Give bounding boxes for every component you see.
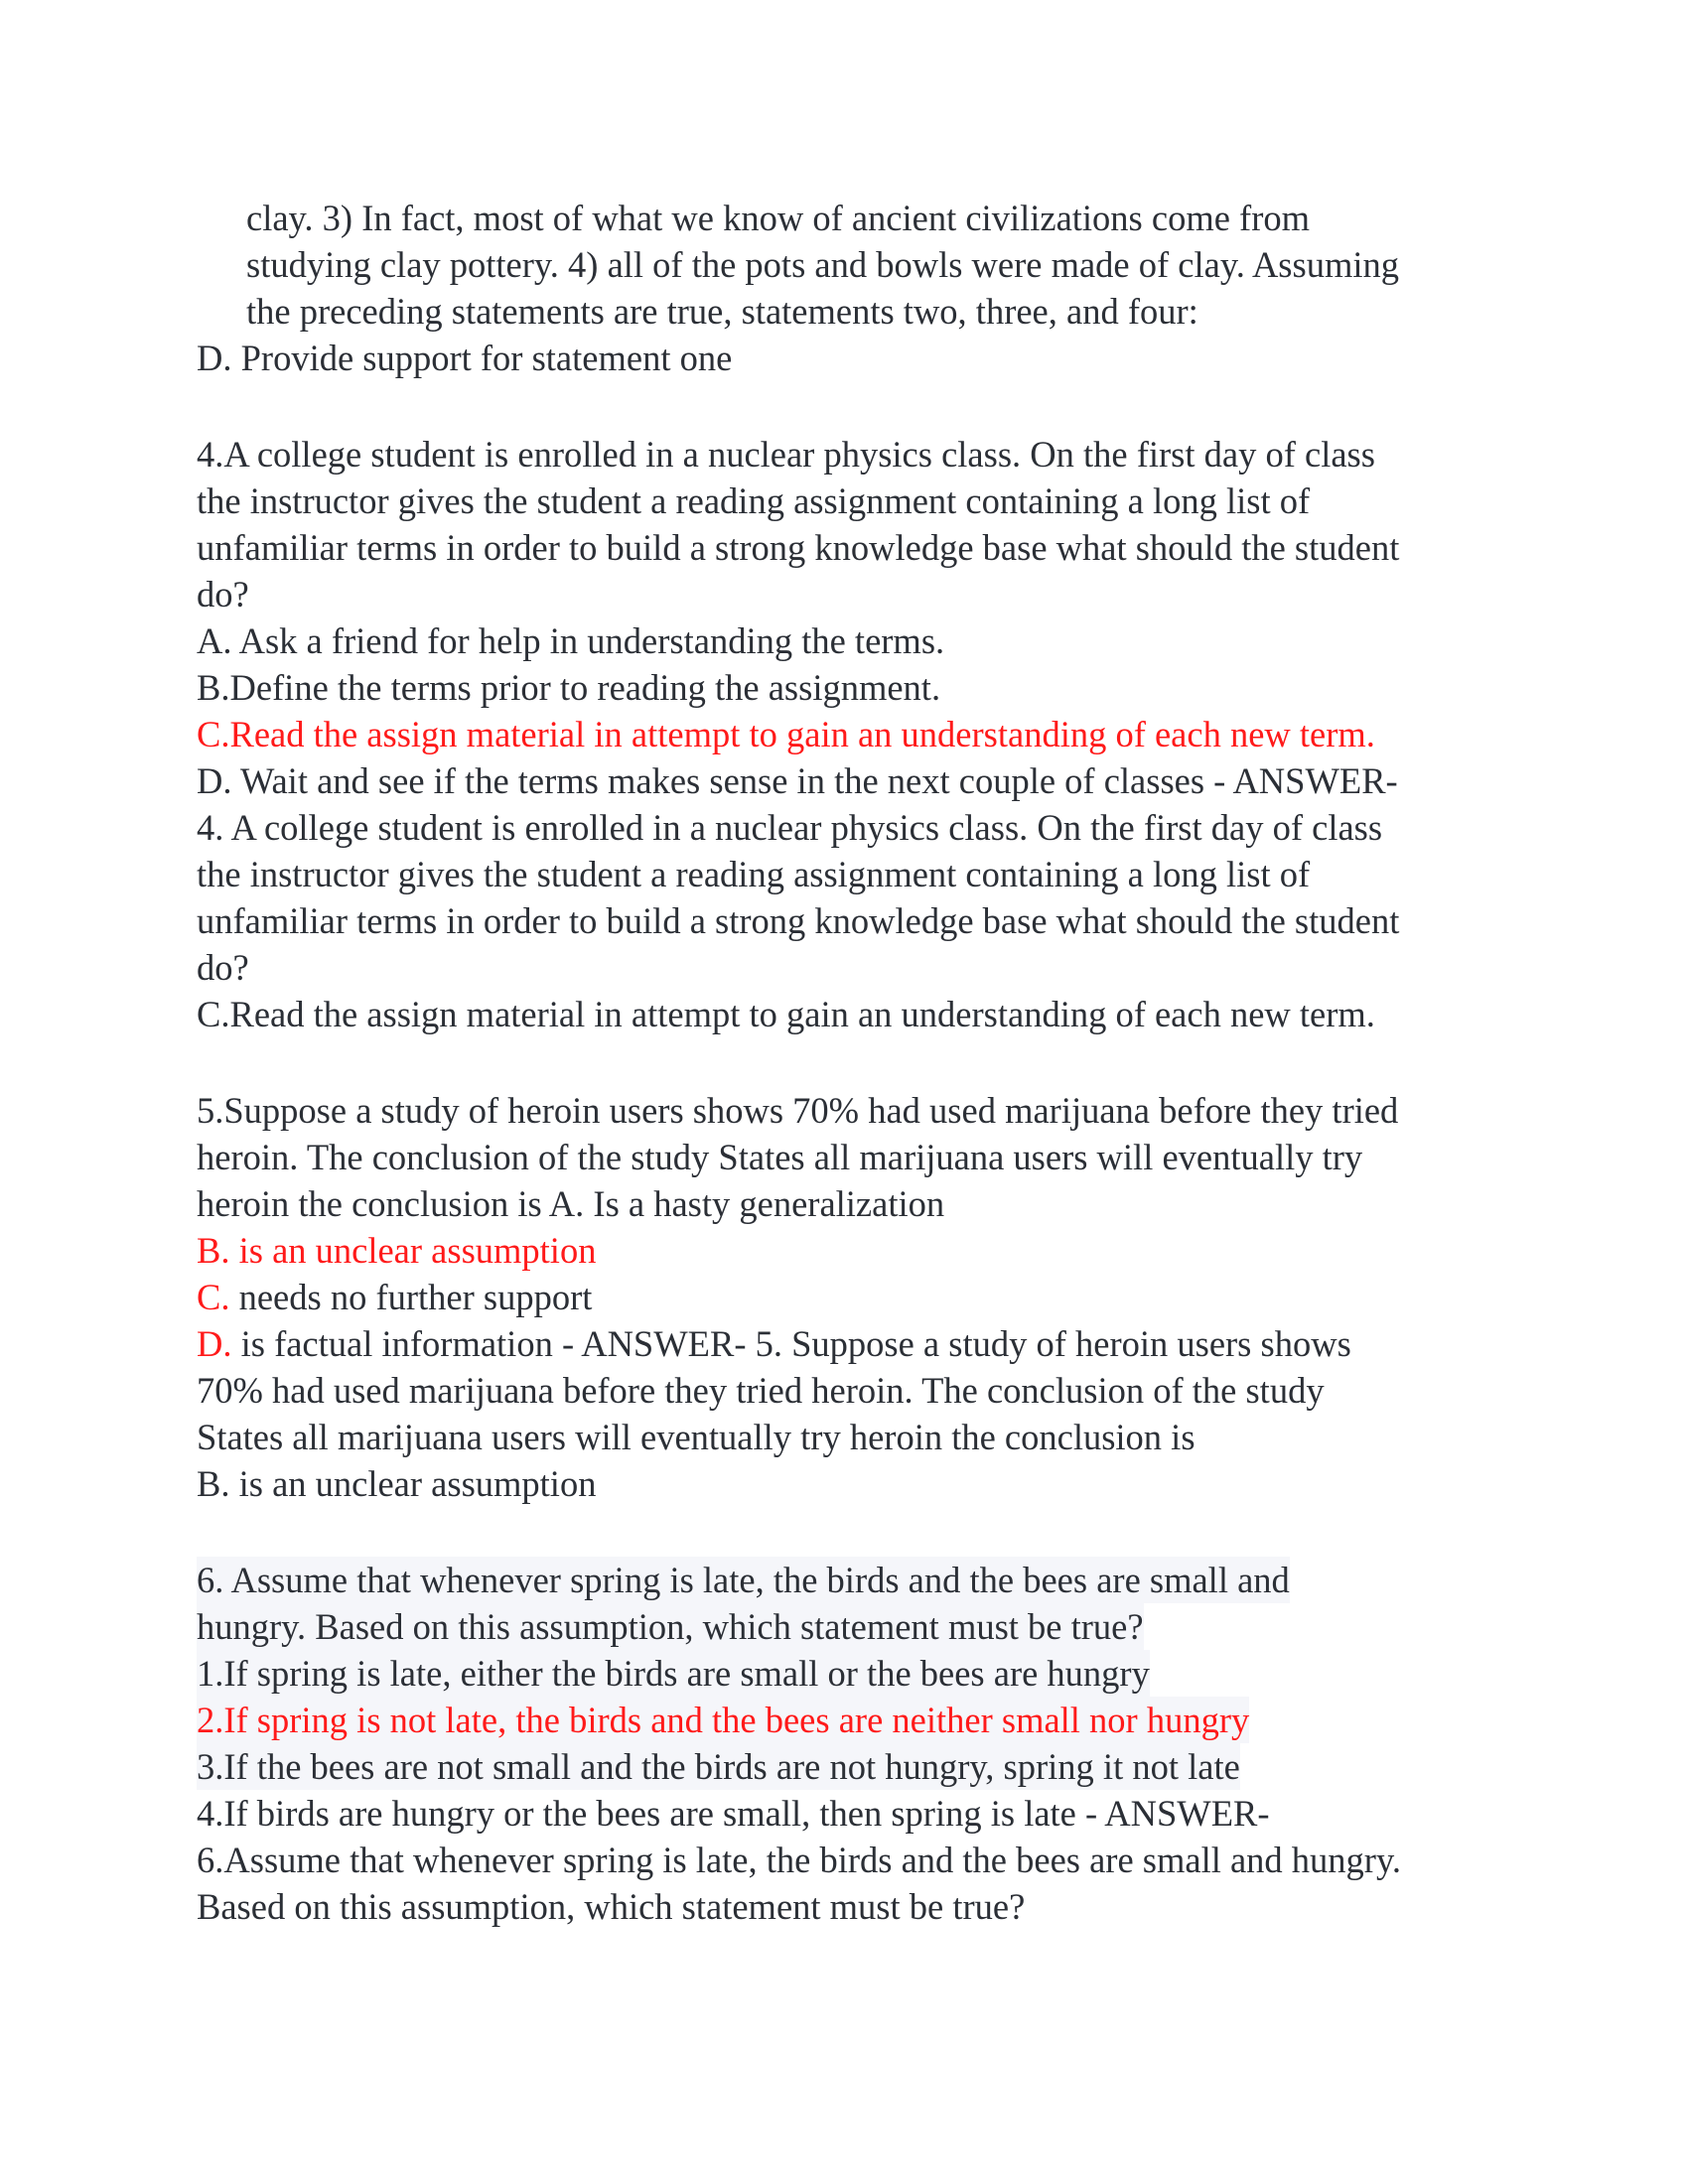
q6-option-2 bbox=[197, 1697, 1507, 1743]
q4-answer-line: unfamiliar terms in order to build a strong knowledge base what should the student bbox=[197, 900, 1400, 941]
q4-question-line: the instructor gives the student a reading assignment containing a long list of bbox=[197, 480, 1311, 521]
q4-question-line: 4.A college student is enrolled in a nuclear physics class. On the first day of class bbox=[197, 434, 1375, 475]
q6-answer-line: Based on this assumption, which statement must be true? bbox=[197, 1886, 1026, 1927]
q4-question-line: do? bbox=[197, 574, 249, 614]
q6-option-4: 4.If birds are hungry or the bees are small, then spring is late - ANSWER- bbox=[197, 1793, 1270, 1834]
q3-text-line: the preceding statements are true, statements two, three, and four: bbox=[246, 291, 1198, 332]
q5-option-c-letter: C. bbox=[197, 1277, 230, 1317]
q6-question-text: 6. Assume that whenever spring is late, the birds and the bees are small and bbox=[197, 1557, 1290, 1603]
q5-option-c bbox=[197, 1274, 1507, 1320]
paragraph-gap bbox=[197, 1037, 1507, 1087]
q3-text-line: clay. 3) In fact, most of what we know of ancient civilizations come from bbox=[246, 198, 1310, 238]
q5-option-d-text: is factual information - ANSWER- 5. Suppose a study of heroin users shows bbox=[231, 1323, 1351, 1364]
q5-option-c-text: needs no further support bbox=[229, 1277, 593, 1317]
q5-answer-line: B. is an unclear assumption bbox=[197, 1463, 597, 1504]
q6-question-line bbox=[197, 1557, 1507, 1603]
q4-option-b: B.Define the terms prior to reading the assignment. bbox=[197, 667, 941, 708]
q5-question-line: 5.Suppose a study of heroin users shows 70% had used marijuana before they tried bbox=[197, 1090, 1399, 1131]
q6-answer-line: 6.Assume that whenever spring is late, the birds and the bees are small and hungry. bbox=[197, 1840, 1401, 1880]
q6-question-line bbox=[197, 1603, 1507, 1650]
q5-answer-line: 70% had used marijuana before they tried heroin. The conclusion of the study bbox=[197, 1370, 1325, 1411]
q6-option-2-highlighted: 2.If spring is not late, the birds and the bees are neither small nor hungry bbox=[197, 1697, 1249, 1743]
q5-question-line: heroin. The conclusion of the study States all marijuana users will eventually try bbox=[197, 1137, 1363, 1177]
q4-option-c-highlighted: C.Read the assign material in attempt to gain an understanding of each new term. bbox=[197, 714, 1375, 754]
q5-question-line: heroin the conclusion is A. Is a hasty generalization bbox=[197, 1183, 945, 1224]
q5-option-b-highlighted: B. is an unclear assumption bbox=[197, 1230, 597, 1271]
q4-question-line: unfamiliar terms in order to build a strong knowledge base what should the student bbox=[197, 527, 1400, 568]
document-body bbox=[197, 195, 1507, 1930]
q4-answer-line: do? bbox=[197, 947, 249, 988]
q6-option-1-text: 1.If spring is late, either the birds are small or the bees are hungry bbox=[197, 1650, 1150, 1697]
q5-option-d bbox=[197, 1320, 1507, 1367]
paragraph-gap bbox=[197, 381, 1507, 431]
q5-answer-line: States all marijuana users will eventually try heroin the conclusion is bbox=[197, 1417, 1196, 1457]
q6-option-3 bbox=[197, 1743, 1507, 1790]
q4-answer-line: C.Read the assign material in attempt to gain an understanding of each new term. bbox=[197, 994, 1375, 1034]
q4-option-a: A. Ask a friend for help in understanding the terms. bbox=[197, 620, 945, 661]
q5-option-d-letter: D. bbox=[197, 1323, 232, 1364]
paragraph-gap bbox=[197, 1507, 1507, 1557]
q6-option-3-text: 3.If the bees are not small and the birds are not hungry, spring it not late bbox=[197, 1743, 1240, 1790]
q4-answer-line: the instructor gives the student a reading assignment containing a long list of bbox=[197, 854, 1311, 894]
q3-answer: D. Provide support for statement one bbox=[197, 338, 733, 378]
q4-option-d: D. Wait and see if the terms makes sense in the next couple of classes - ANSWER- bbox=[197, 760, 1398, 801]
q4-answer-line: 4. A college student is enrolled in a nuclear physics class. On the first day of class bbox=[197, 807, 1383, 848]
q6-question-text: hungry. Based on this assumption, which statement must be true? bbox=[197, 1603, 1144, 1650]
q3-text-line: studying clay pottery. 4) all of the pots and bowls were made of clay. Assuming bbox=[246, 244, 1399, 285]
q6-option-1 bbox=[197, 1650, 1507, 1697]
